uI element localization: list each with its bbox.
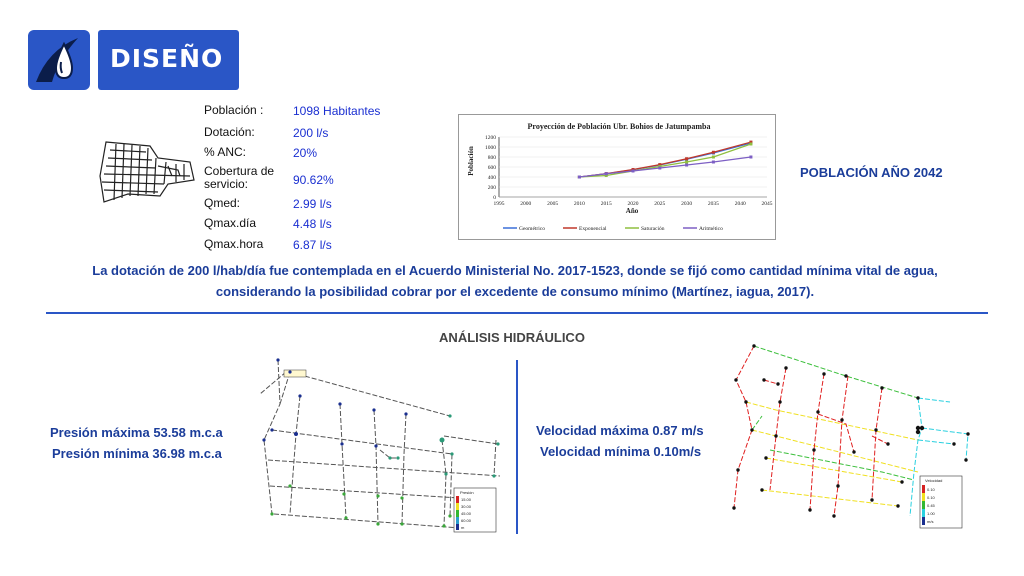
x-tick-label: 2045: [761, 201, 773, 207]
param-label: Qmax.día: [204, 216, 257, 230]
legend-entry: Saturación: [641, 226, 665, 232]
vertical-divider: [516, 360, 518, 534]
population-projection-chart: [458, 114, 776, 240]
y-tick-label: 400: [487, 175, 496, 181]
legend-label: m: [461, 525, 465, 530]
legend-entry: Exponencial: [579, 226, 607, 232]
data-point: [632, 170, 635, 173]
data-point: [712, 161, 715, 164]
param-value: 90.62%: [293, 173, 334, 187]
chart-title: Proyección de Población Ubr. Bohios de Jatumpamba: [527, 122, 711, 131]
section-divider: [46, 312, 988, 314]
y-tick-label: 600: [487, 165, 496, 171]
param-label: Qmax.hora: [204, 237, 264, 251]
x-tick-label: 1995: [493, 201, 505, 207]
legend-swatch: [922, 509, 925, 517]
legend-swatch: [456, 517, 459, 524]
data-point: [685, 157, 688, 160]
param-label: Qmed:: [204, 196, 241, 210]
legend-swatch: [922, 493, 925, 501]
legend-swatch: [456, 503, 459, 510]
series-line-1: [579, 142, 751, 177]
legend-swatch: [456, 510, 459, 517]
pressure-min-text: Presión mínima 36.98 m.c.a: [52, 446, 222, 461]
x-tick-label: 2005: [547, 201, 559, 207]
velocity-min-text: Velocidad mínima 0.10m/s: [540, 444, 702, 459]
legend-label: 45.00: [461, 511, 472, 516]
param-label: Dotación:: [204, 125, 255, 139]
y-tick-label: 0: [493, 195, 496, 201]
param-value: 20%: [293, 146, 318, 160]
param-value: 2.99 l/s: [293, 197, 332, 211]
data-point: [749, 143, 752, 146]
title-banner: [98, 30, 239, 90]
data-point: [578, 176, 581, 179]
legend-entry: Geométrico: [519, 226, 545, 232]
chart-ylabel: Población: [467, 146, 475, 176]
data-point: [658, 167, 661, 170]
data-point: [749, 156, 752, 159]
data-point: [712, 156, 715, 159]
legend-label: 1.00: [927, 511, 935, 516]
x-tick-label: 2040: [734, 201, 746, 207]
legend-label: 30.00: [461, 504, 472, 509]
x-tick-label: 2020: [627, 201, 639, 207]
chart-xlabel: Año: [625, 207, 639, 215]
velocity-network-diagram: [722, 340, 978, 532]
legend-label: 60.00: [461, 518, 472, 523]
param-value: 1098 Habitantes: [293, 104, 381, 118]
data-point: [605, 172, 608, 175]
legend-swatch: [922, 485, 925, 493]
legend-label: 15.00: [461, 497, 472, 502]
x-tick-label: 2010: [573, 201, 585, 207]
y-tick-label: 200: [487, 185, 496, 191]
dotacion-note: La dotación de 200 l/hab/día fue contemplada en el Acuerdo Ministerial No. 2017-1523, donde se fijó como cantidad mínima vital de agua, considerando la posibilidad cobrar por el excedente de consumo mínimo (Martínez, iagua, 2017).: [92, 263, 938, 299]
hydraulic-analysis-title: ANÁLISIS HIDRÁULICO: [439, 330, 585, 345]
page-title: DISEÑO: [110, 44, 224, 73]
data-point: [685, 164, 688, 167]
pressure-legend-title: Presión: [460, 490, 474, 495]
velocity-legend-title: Velocidad: [925, 478, 943, 483]
legend-label: m/s: [927, 519, 934, 524]
legend-swatch: [456, 496, 459, 503]
legend-swatch: [922, 501, 925, 509]
x-tick-label: 2035: [707, 201, 719, 207]
legend-label: 0.10: [927, 487, 935, 492]
data-point: [685, 161, 688, 164]
param-label: Cobertura de servicio:: [204, 164, 275, 191]
poblacion-year-label: POBLACIÓN AÑO 2042: [800, 165, 943, 180]
x-tick-label: 2025: [654, 201, 666, 207]
x-tick-label: 2000: [520, 201, 532, 207]
legend-swatch: [456, 524, 459, 530]
x-tick-label: 2030: [681, 201, 693, 207]
legend-entry: Aritmético: [699, 226, 723, 232]
param-value: 200 l/s: [293, 126, 329, 140]
y-tick-label: 1000: [485, 145, 496, 151]
water-drop-icon: [28, 30, 90, 90]
town-map-thumbnail: [98, 136, 198, 206]
data-point: [712, 151, 715, 154]
velocity-max-text: Velocidad máxima 0.87 m/s: [536, 423, 704, 438]
legend-label: 0.10: [927, 495, 935, 500]
pressure-max-text: Presión máxima 53.58 m.c.a: [50, 425, 223, 440]
x-tick-label: 2015: [600, 201, 612, 207]
param-label: Población :: [204, 103, 264, 117]
legend-label: 0.45: [927, 503, 935, 508]
pressure-network-diagram: [250, 354, 506, 534]
legend-swatch: [922, 517, 925, 525]
y-tick-label: 800: [487, 155, 496, 161]
y-tick-label: 1200: [485, 135, 496, 141]
param-value: 4.48 l/s: [293, 217, 332, 231]
param-label: % ANC:: [204, 145, 247, 159]
param-value: 6.87 l/s: [293, 238, 332, 252]
